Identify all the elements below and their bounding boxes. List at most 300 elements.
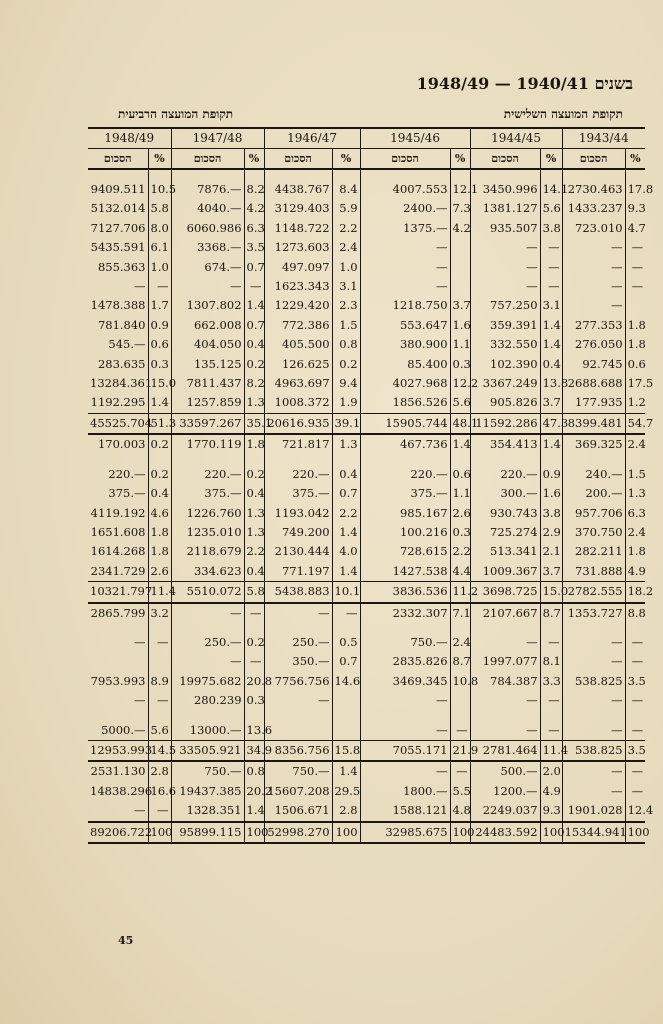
table-row: [88, 238, 645, 257]
table-row: [88, 465, 645, 484]
amount-cell: 9409.511: [90, 182, 146, 196]
percent-cell: 5.6: [148, 721, 171, 741]
spacer-cell: [264, 711, 332, 721]
page-number: 45: [118, 934, 134, 947]
amount-cell: 100.216: [360, 523, 450, 542]
percent-cell: 0.2: [332, 355, 360, 374]
amount-cell: 1588.121: [360, 801, 450, 821]
percent-cell: 0.6: [148, 335, 171, 354]
percent-cell: [450, 691, 470, 710]
spacer-cell: [332, 623, 360, 633]
spacer-cell: [470, 711, 540, 721]
percent-cell: 2.2: [332, 219, 360, 238]
amount-cell: 2688.688: [562, 374, 625, 393]
spacer-cell: [244, 455, 264, 465]
amount-cell: 404.050: [171, 335, 244, 354]
percent-cell: —: [540, 258, 562, 277]
percent-cell: —: [625, 782, 645, 801]
percent-cell: 18.2: [625, 582, 645, 603]
amount-cell: —: [470, 238, 540, 257]
percent-cell: 21.9: [450, 740, 470, 761]
percent-cell: 0.5: [332, 633, 360, 652]
percent-cell: 1.8: [148, 542, 171, 561]
percent-cell: 4.9: [625, 562, 645, 582]
amount-cell: 33597.267: [171, 413, 244, 434]
amount-cell: —: [562, 633, 625, 652]
percent-header: %: [540, 149, 562, 170]
percent-cell: 100: [540, 822, 562, 843]
amount-cell: —: [360, 761, 450, 781]
percent-cell: 0.2: [244, 633, 264, 652]
percent-cell: —: [540, 238, 562, 257]
percent-cell: 0.3: [450, 355, 470, 374]
subheader-row: [88, 149, 645, 170]
percent-cell: 4.2: [244, 199, 264, 218]
percent-cell: 0.7: [332, 484, 360, 503]
amount-cell: 10321.797: [88, 582, 148, 603]
amount-cell: 7953.993: [90, 673, 146, 688]
table-row: [88, 504, 645, 523]
spacer-cell: [625, 623, 645, 633]
percent-cell: 15.0: [148, 374, 171, 393]
amount-cell: —: [562, 277, 625, 296]
amount-cell: 5438.883: [264, 582, 332, 603]
subtotal-row: [88, 413, 645, 434]
percent-cell: [332, 691, 360, 710]
amount-cell: —: [360, 277, 450, 296]
percent-cell: 51.3: [148, 413, 171, 434]
amount-cell: 4438.767: [264, 180, 332, 199]
amount-cell: —: [470, 277, 540, 296]
amount-cell: [88, 652, 148, 671]
amount-cell: 7756.756: [264, 672, 332, 691]
percent-cell: 12.4: [625, 801, 645, 821]
percent-cell: 13.8: [540, 374, 562, 393]
amount-cell: 200.—: [562, 484, 625, 503]
spacer-cell: [450, 455, 470, 465]
spacer-cell: [625, 455, 645, 465]
amount-cell: 370.750: [562, 523, 625, 542]
amount-cell: 2341.729: [90, 563, 146, 578]
percent-cell: 9.3: [625, 199, 645, 218]
amount-cell: 3450.996: [470, 180, 540, 199]
percent-cell: —: [625, 652, 645, 671]
table-row: [88, 761, 645, 781]
percent-cell: 29.5: [332, 782, 360, 801]
percent-cell: 1.6: [540, 484, 562, 503]
amount-cell: 750.—: [360, 633, 450, 652]
spacer-cell: [148, 623, 171, 633]
spacer-cell: [332, 711, 360, 721]
percent-cell: 2.0: [540, 761, 562, 781]
amount-cell: 250.—: [264, 633, 332, 652]
amount-cell: 750.—: [264, 761, 332, 781]
percent-cell: 1.4: [540, 434, 562, 454]
percent-cell: 0.3: [244, 691, 264, 710]
percent-cell: 8.1: [540, 652, 562, 671]
spacer-cell: [264, 455, 332, 465]
amount-cell: 6060.986: [171, 219, 244, 238]
percent-cell: —: [148, 691, 171, 710]
percent-cell: 1.8: [625, 542, 645, 561]
percent-cell: 3.5: [244, 238, 264, 257]
percent-cell: 9.4: [332, 374, 360, 393]
percent-cell: 7.1: [450, 603, 470, 623]
percent-cell: 12.1: [450, 180, 470, 199]
percent-cell: 0.4: [148, 484, 171, 503]
spacer-cell: [88, 169, 148, 180]
table-row: [88, 258, 645, 277]
percent-cell: 1.3: [244, 523, 264, 542]
percent-cell: —: [625, 721, 645, 741]
amount-cell: 1273.603: [264, 238, 332, 257]
amount-cell: 95899.115: [171, 822, 244, 843]
amount-cell: 3367.249: [470, 374, 540, 393]
percent-cell: 0.4: [540, 355, 562, 374]
amount-cell: 957.706: [562, 504, 625, 523]
percent-cell: 54.7: [625, 413, 645, 434]
amount-cell: 1226.760: [171, 504, 244, 523]
amount-cell: 1229.420: [264, 296, 332, 315]
amount-cell: 220.—: [470, 465, 540, 484]
percent-cell: 20.2: [244, 782, 264, 801]
amount-cell: 985.167: [360, 504, 450, 523]
percent-cell: 48.1: [450, 413, 470, 434]
table-row: [88, 335, 645, 354]
amount-cell: 674.—: [171, 258, 244, 277]
percent-cell: —: [332, 603, 360, 623]
table-row: [88, 652, 645, 671]
amount-cell: 750.—: [171, 761, 244, 781]
period-third-council: תקופת המועצה השלישית: [503, 107, 623, 121]
percent-cell: 0.7: [332, 652, 360, 671]
amount-cell: —: [171, 652, 244, 671]
percent-cell: 3.5: [625, 672, 645, 691]
percent-cell: 3.7: [450, 296, 470, 315]
amount-cell: 935.507: [470, 219, 540, 238]
amount-cell: —: [562, 761, 625, 781]
percent-cell: 11.2: [450, 582, 470, 603]
table-row: [88, 434, 645, 454]
amount-cell: 2531.130: [90, 764, 146, 779]
spacer-cell: [88, 623, 148, 633]
amount-cell: 15905.744: [360, 413, 450, 434]
amount-cell: —: [264, 691, 332, 710]
table-row: [88, 180, 645, 199]
percent-cell: [450, 277, 470, 296]
amount-cell: 1353.727: [562, 603, 625, 623]
percent-cell: 100: [450, 822, 470, 843]
amount-cell: —: [360, 721, 450, 741]
percent-header: %: [332, 149, 360, 170]
percent-cell: 0.7: [244, 316, 264, 335]
spacer-cell: [562, 711, 625, 721]
amount-cell: 7876.—: [171, 180, 244, 199]
percent-cell: —: [148, 633, 171, 652]
amount-cell: 24483.592: [470, 822, 540, 843]
spacer-cell: [562, 455, 625, 465]
table-row: [88, 199, 645, 218]
table-row: [88, 801, 645, 821]
amount-cell: 359.391: [470, 316, 540, 335]
percent-cell: 10.5: [148, 180, 171, 199]
amount-cell: 1506.671: [264, 801, 332, 821]
amount-cell: 89206.722: [88, 822, 148, 843]
spacer-cell: [540, 455, 562, 465]
percent-cell: 0.7: [244, 258, 264, 277]
amount-cell: —: [562, 296, 625, 315]
percent-cell: —: [540, 721, 562, 741]
amount-cell: 334.623: [171, 562, 244, 582]
amount-cell: —: [562, 782, 625, 801]
amount-cell: —: [470, 721, 540, 741]
amount-cell: —: [134, 803, 146, 818]
amount-cell: 2118.679: [171, 542, 244, 561]
amount-cell: 19437.385: [171, 782, 244, 801]
percent-cell: 0.3: [148, 355, 171, 374]
percent-cell: 17.8: [625, 180, 645, 199]
percent-cell: 2.4: [625, 523, 645, 542]
amount-cell: 13000.—: [171, 721, 244, 741]
spacer-cell: [540, 711, 562, 721]
amount-cell: 781.840: [97, 317, 146, 332]
spacer-cell: [88, 711, 148, 721]
amount-cell: 1856.526: [360, 393, 450, 413]
percent-cell: —: [540, 277, 562, 296]
percent-cell: 1.5: [332, 316, 360, 335]
period-fourth-council: תקופת המועצה הרביעית: [118, 107, 234, 121]
amount-cell: 7127.706: [90, 220, 146, 235]
amount-cell: 784.387: [470, 672, 540, 691]
percent-cell: 4.0: [332, 542, 360, 561]
percent-cell: 4.2: [450, 219, 470, 238]
budget-table: [88, 127, 654, 844]
amount-cell: 930.743: [470, 504, 540, 523]
amount-cell: 4007.553: [360, 180, 450, 199]
amount-cell: —: [171, 277, 244, 296]
table-row: [88, 374, 645, 393]
percent-cell: —: [450, 721, 470, 741]
spacer-cell: [360, 623, 450, 633]
amount-cell: 5132.014: [90, 201, 146, 216]
amount-cell: 2400.—: [360, 199, 450, 218]
percent-cell: 2.8: [332, 801, 360, 821]
percent-cell: 4.4: [450, 562, 470, 582]
percent-cell: 5.5: [450, 782, 470, 801]
amount-cell: 170.003: [97, 437, 146, 452]
percent-cell: 1.4: [244, 296, 264, 315]
percent-cell: 3.2: [148, 603, 171, 623]
amount-cell: 2130.444: [264, 542, 332, 561]
amount-cell: 177.935: [562, 393, 625, 413]
amount-cell: 2865.799: [90, 605, 146, 620]
percent-cell: 1.2: [625, 393, 645, 413]
spacer-row: [88, 711, 645, 721]
amount-cell: 13284.361: [90, 376, 153, 391]
percent-cell: 8.2: [244, 180, 264, 199]
amount-cell: 467.736: [360, 434, 450, 454]
table-row: [88, 316, 645, 335]
amount-cell: —: [562, 258, 625, 277]
amount-cell: 2249.037: [470, 801, 540, 821]
amount-cell: 15344.941: [562, 822, 625, 843]
amount-cell: 1997.077: [470, 652, 540, 671]
spacer-cell: [360, 711, 450, 721]
percent-cell: 2.2: [450, 542, 470, 561]
amount-cell: 1427.538: [360, 562, 450, 582]
percent-cell: 11.4: [148, 582, 171, 603]
amount-cell: —: [470, 258, 540, 277]
percent-cell: 8.7: [540, 603, 562, 623]
amount-cell: 240.—: [562, 465, 625, 484]
amount-cell: 220.—: [171, 465, 244, 484]
percent-cell: 8.0: [148, 219, 171, 238]
spacer-cell: [540, 169, 562, 180]
amount-cell: 102.390: [470, 355, 540, 374]
amount-cell: —: [264, 603, 332, 623]
percent-cell: 5.9: [332, 199, 360, 218]
amount-cell: 545.—: [108, 337, 146, 352]
amount-cell: 220.—: [108, 466, 146, 481]
percent-cell: 47.3: [540, 413, 562, 434]
amount-cell: 538.825: [562, 740, 625, 761]
percent-cell: [625, 296, 645, 315]
amount-cell: 1901.028: [562, 801, 625, 821]
amount-cell: 513.341: [470, 542, 540, 561]
amount-cell: 12953.993: [88, 740, 148, 761]
amount-cell: 725.274: [470, 523, 540, 542]
percent-cell: [450, 258, 470, 277]
percent-cell: 2.2: [332, 504, 360, 523]
spacer-cell: [450, 711, 470, 721]
percent-cell: 0.4: [244, 484, 264, 503]
percent-cell: —: [625, 633, 645, 652]
percent-cell: 8.2: [244, 374, 264, 393]
amount-cell: 1623.343: [264, 277, 332, 296]
percent-cell: 1.5: [625, 465, 645, 484]
amount-cell: 375.—: [264, 484, 332, 503]
spacer-cell: [360, 169, 450, 180]
percent-cell: 2.4: [625, 434, 645, 454]
amount-cell: —: [562, 652, 625, 671]
amount-cell: —: [360, 258, 450, 277]
amount-cell: 4040.—: [171, 199, 244, 218]
percent-cell: —: [148, 801, 171, 821]
amount-cell: 757.250: [470, 296, 540, 315]
table-row: [88, 633, 645, 652]
sum-header: הסכום: [264, 149, 332, 170]
percent-cell: [332, 721, 360, 741]
spacer-row: [88, 623, 645, 633]
percent-cell: 4.9: [540, 782, 562, 801]
spacer-cell: [148, 455, 171, 465]
amount-cell: 3469.345: [360, 672, 450, 691]
percent-cell: 1.1: [450, 484, 470, 503]
spacer-cell: [148, 169, 171, 180]
table-row: [88, 691, 645, 710]
percent-cell: 100: [625, 822, 645, 843]
percent-cell: 34.9: [244, 740, 264, 761]
table-row: [88, 562, 645, 582]
spacer-cell: [450, 623, 470, 633]
year-header: 1945/46: [360, 128, 470, 149]
percent-cell: —: [244, 603, 264, 623]
percent-cell: 3.3: [540, 672, 562, 691]
amount-cell: 300.—: [470, 484, 540, 503]
percent-cell: 2.1: [540, 542, 562, 561]
percent-cell: 39.1: [332, 413, 360, 434]
percent-cell: 8.4: [332, 180, 360, 199]
percent-cell: 3.1: [332, 277, 360, 296]
amount-cell: 126.625: [264, 355, 332, 374]
percent-cell: 9.3: [540, 801, 562, 821]
amount-cell: 405.500: [264, 335, 332, 354]
percent-cell: 15.8: [332, 740, 360, 761]
amount-cell: 1328.351: [171, 801, 244, 821]
spacer-cell: [264, 623, 332, 633]
percent-cell: 0.4: [332, 465, 360, 484]
percent-cell: —: [148, 277, 171, 296]
spacer-cell: [171, 623, 244, 633]
percent-cell: 1.6: [450, 316, 470, 335]
amount-cell: 1008.372: [264, 393, 332, 413]
amount-cell: 4119.192: [90, 505, 146, 520]
amount-cell: 20616.935: [264, 413, 332, 434]
grand-total-row: [88, 822, 645, 843]
amount-cell: 3698.725: [470, 582, 540, 603]
percent-cell: 0.3: [450, 523, 470, 542]
amount-cell: 277.353: [562, 316, 625, 335]
percent-cell: 14.1: [540, 180, 562, 199]
percent-cell: 15.0: [540, 582, 562, 603]
amount-cell: 92.745: [562, 355, 625, 374]
percent-cell: 6.3: [244, 219, 264, 238]
table-row: [88, 484, 645, 503]
percent-header: %: [625, 149, 645, 170]
amount-cell: 135.125: [171, 355, 244, 374]
percent-cell: 0.4: [244, 335, 264, 354]
amount-cell: 32985.675: [360, 822, 450, 843]
amount-cell: 723.010: [562, 219, 625, 238]
amount-cell: 1375.—: [360, 219, 450, 238]
percent-cell: 1.8: [148, 523, 171, 542]
amount-cell: 332.550: [470, 335, 540, 354]
amount-cell: 1148.722: [264, 219, 332, 238]
amount-cell: 1200.—: [470, 782, 540, 801]
spacer-cell: [540, 623, 562, 633]
percent-cell: 1.3: [244, 504, 264, 523]
percent-cell: 5.6: [450, 393, 470, 413]
percent-cell: 12.2: [450, 374, 470, 393]
amount-cell: 220.—: [360, 465, 450, 484]
amount-cell: 1192.295: [90, 395, 146, 410]
spacer-cell: [332, 455, 360, 465]
amount-cell: 280.239: [171, 691, 244, 710]
amount-cell: 728.615: [360, 542, 450, 561]
amount-cell: —: [562, 721, 625, 741]
spacer-cell: [360, 455, 450, 465]
percent-cell: 6.1: [148, 238, 171, 257]
percent-cell: 2.4: [332, 238, 360, 257]
table-row: [88, 393, 645, 413]
percent-cell: 8.7: [450, 652, 470, 671]
percent-cell: 100: [244, 822, 264, 843]
percent-cell: 0.9: [540, 465, 562, 484]
amount-cell: 731.888: [562, 562, 625, 582]
percent-cell: —: [625, 691, 645, 710]
table-row: [88, 542, 645, 561]
year-header: 1947/48: [171, 128, 264, 149]
